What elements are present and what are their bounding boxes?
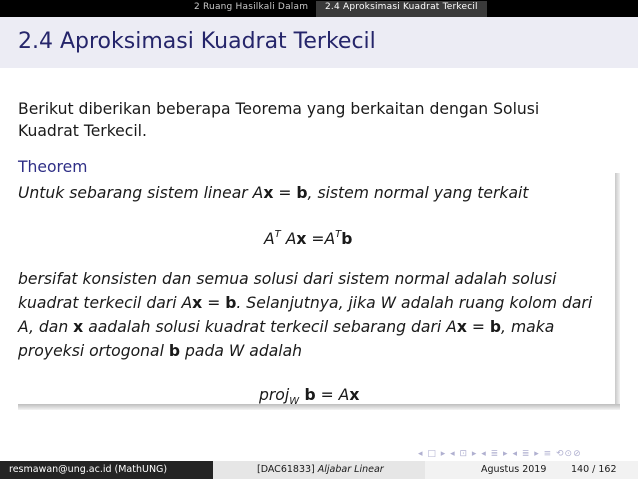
footer-course-box <box>213 461 425 479</box>
intro-paragraph <box>18 98 618 142</box>
normal-equation: $A^T$ $Ax =A^Tb$ <box>264 229 353 248</box>
theorem-line-1: Untuk sebarang sistem linear Ax = b, sistem normal yang terkait <box>18 184 529 202</box>
frame-title-bar <box>0 17 638 68</box>
footer-date: Agustus 2019 <box>481 464 547 475</box>
footer-author: resmawan@ung.ac.id (MathUNG) <box>9 464 168 475</box>
intro-line-2: Kuadrat Terkecil. <box>18 122 147 140</box>
frame-title: 2.4 Aproksimasi Kuadrat Terkecil <box>18 29 376 54</box>
footer-bar <box>0 461 638 479</box>
theorem-heading: Theorem <box>18 158 88 176</box>
footer-page-number: 140 / 162 <box>571 464 617 475</box>
beamer-navigation-icons[interactable]: ◂ □ ▸ ◂ ⊡ ▸ ◂ ≣ ▸ ◂ ≣ ▸ ≡ ⟲⊙⊘ <box>418 449 582 459</box>
projection-equation: proj$_W$ b = Ax <box>259 386 360 407</box>
footer-course-code: [DAC61833] <box>257 464 315 475</box>
footer-date-box <box>425 461 638 479</box>
footer-course <box>257 464 384 475</box>
intro-line-1: Berikut diberikan beberapa Teorema yang berkaitan dengan Solusi <box>18 100 540 118</box>
nav-section-link[interactable]: 2 Ruang Hasilkali Dalam <box>194 2 309 12</box>
theorem-line-3: kuadrat terkecil dari Ax = b. Selanjutnya, jika W adalah ruang kolom dari <box>18 294 593 312</box>
theorem-block-shadow-right <box>615 173 620 405</box>
theorem-line-2: bersifat konsisten dan semua solusi dari sistem normal adalah solusi <box>18 270 557 288</box>
footer-course-name: Aljabar Linear <box>317 464 384 475</box>
nav-subsection-link[interactable]: 2.4 Aproksimasi Kuadrat Terkecil <box>325 2 478 12</box>
theorem-line-5: proyeksi ortogonal b pada W adalah <box>18 342 303 360</box>
top-navigation-bar <box>0 0 638 17</box>
theorem-line-4: A, dan x aadalah solusi kuadrat terkecil sebarang dari Ax = b, maka <box>18 318 555 336</box>
footer-author-box <box>0 461 213 479</box>
